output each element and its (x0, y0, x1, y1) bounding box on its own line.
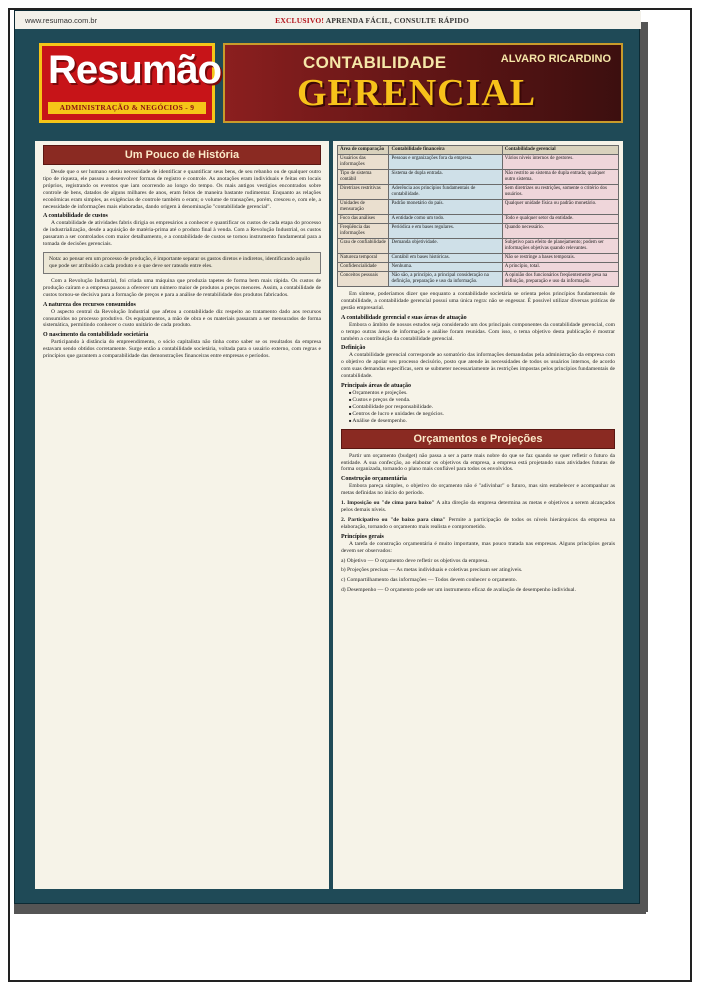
table-cell: A entidade como um todo. (389, 215, 502, 224)
site-url: www.resumao.com.br (25, 15, 98, 25)
table-cell: Periódica e em bases regulares. (389, 224, 502, 239)
top-strip (15, 11, 641, 29)
right-column (333, 141, 623, 889)
revolution-paragraph: Com a Revolução Industrial, foi criada uma máquina que produzia tapetes de forma bem mais rápida. Os custos de produção caíram e a empresa passou a oferecer um número maior de produtos a preços menores. Assim, a contabilidade de custos tornou-se decisiva para a formação de preços e para a análise de rentabilidade dos produtos fabricados. (43, 277, 321, 298)
table-cell: Nenhuma. (389, 263, 502, 272)
construction-item-2 (341, 517, 615, 531)
item-1-text: A alta direção da empresa determina as metas e objetivos a serem alcançados pelos demais níveis. (341, 500, 615, 514)
table-cell: Padrão monetário do país. (389, 200, 502, 215)
item-1-title: 1. Imposição ou "de cima para baixo" (341, 500, 435, 507)
principle-a: a) Objetivo — O orçamento deve refletir os objetivos da empresa. (341, 557, 489, 564)
subheading-construction: Construção orçamentária (341, 476, 407, 483)
construction-item-1 (341, 500, 615, 514)
table-cell: Confidencialidade (338, 263, 389, 272)
table-row (338, 224, 619, 239)
table-cell: Sistema de dupla entrada. (389, 170, 502, 185)
table-cell: Demanda objetividade. (389, 239, 502, 254)
budgets-text (333, 453, 623, 474)
table-row (338, 200, 619, 215)
table-cell: Aderência aos princípios fundamentais de contabilidade. (389, 185, 502, 200)
table-cell: Não restrito ao sistema de dupla entrada; qualquer outro sistema. (502, 170, 618, 185)
section-title-budgets: Orçamentos e Projeções (341, 429, 615, 449)
table-cell: Natureza temporal (338, 254, 389, 263)
definition-text (333, 352, 623, 380)
table-header-row (338, 146, 619, 155)
table-cell: Usuários das informações (338, 155, 389, 170)
table-cell: Qualquer unidade física ou padrão monetário. (502, 200, 618, 215)
principle-d: d) Desempenho — O orçamento pode ser um instrumento eficaz de avaliação de desempenho individual. (341, 587, 577, 594)
table-row (338, 263, 619, 272)
table-cell: Sem diretrizes ou restrições, somente o critério dos usuários. (502, 185, 618, 200)
table-cell: Unidades de mensuração (338, 200, 389, 215)
table-cell: Quando necessário. (502, 224, 618, 239)
principle-b: b) Projeções precisas — As metas individuais e coletivas precisam ser atingíveis. (341, 567, 523, 574)
item-2-title: 2. Participativo ou "de baixo para cima" (341, 516, 446, 523)
summary-paragraph: Em síntese, poderíamos dizer que enquanto a contabilidade societária se orienta pelos princípios fundamentais de contabilidade, a contabilidade gerencial possui uma única regra: não se engessar. É possível utilizar diversas práticas de gestão empresarial. (341, 291, 615, 311)
list-item: ■ Centros de lucro e unidades de negócios. (349, 411, 615, 418)
principle-c: c) Compartilhamento das informações — Todos devem conhecer o orçamento. (341, 577, 517, 584)
construction-text (333, 483, 623, 530)
table-row (338, 155, 619, 170)
item-2-text: Permite a participação de todos os níveis hierárquicos da empresa na elaboração, tornando o orçamento mais realista e comprometido. (341, 516, 615, 530)
costs-text (35, 220, 329, 248)
table-header: Área de comparação (338, 146, 389, 155)
table-cell: Todo e qualquer setor da entidade. (502, 215, 618, 224)
areas-text (333, 322, 623, 343)
title-big: GERENCIAL (297, 72, 537, 114)
table-cell: Conceitos pessoais (338, 272, 389, 287)
subheading-costs: A contabilidade de custos (43, 213, 108, 220)
table-cell: Grau de confiabilidade (338, 239, 389, 254)
subheading-resources: A natureza dos recursos consumidos (43, 301, 136, 308)
table-cell: Diretrizes restritivas (338, 185, 389, 200)
logo-word: Resumão (48, 48, 222, 92)
construction-paragraph: Embora pareça simples, o objetivo do orçamento não é "adivinhar" o futuro, mas sim estabelecer e acompanhar as metas definidas no início do período. (341, 483, 615, 497)
subheading-definition: Definição (341, 345, 366, 352)
table-row (338, 239, 619, 254)
table-row (338, 170, 619, 185)
table-cell: Foco das análises (338, 215, 389, 224)
table-cell: Tipo de sistema contábil (338, 170, 389, 185)
table-row (338, 185, 619, 200)
exclusive-tagline (275, 16, 469, 25)
table-cell: Freqüência das informações (338, 224, 389, 239)
table-header: Contabilidade financeira (389, 146, 502, 155)
table-cell: Contábil em bases históricas. (389, 254, 502, 263)
table-cell: A opinião dos funcionários freqüentemente pesa na definição, preparação e uso da informação. (502, 272, 618, 287)
logo-subtitle: ADMINISTRAÇÃO & NEGÓCIOS - 9 (48, 102, 206, 114)
resources-text (35, 309, 329, 330)
subheading-main-areas: Principais áreas de atuação (341, 383, 412, 390)
history-text (35, 169, 329, 210)
table-row (338, 254, 619, 263)
left-column (35, 141, 329, 889)
table-header: Contabilidade gerencial (502, 146, 618, 155)
table-row (338, 272, 619, 287)
note-box: Nota: ao pensar em um processo de produção, é importante separar os gastos diretos e indiretos, identificando aquilo que pode ser atribuído a cada produto e o que deve ser rateado entre eles. (43, 252, 321, 274)
resources-paragraph: O aspecto central da Revolução Industrial que afetou a contabilidade diz respeito ao tratamento dado aos recursos consumidos no processo produtivo. Os equipamentos, a mão de obra e os materiais passaram a ser mensurados de forma sistemática, permitindo conhecer o custo unitário de cada produto. (43, 308, 321, 329)
header (35, 43, 619, 139)
table-cell: Pessoas e organizações fora da empresa. (389, 155, 502, 170)
list-item: ■ Orçamentos e projeções. (349, 390, 615, 397)
tagline-text: APRENDA FÁCIL, CONSULTE RÁPIDO (325, 15, 469, 25)
areas-list (333, 390, 623, 425)
principles-paragraph: A tarefa de construção orçamentária é muito importante, mas pouco tratada nas empresas. Alguns princípios gerais devem ser observados: (341, 540, 615, 554)
list-item: ■ Análise de desempenho. (349, 418, 615, 425)
table-cell: Vários níveis internos de gestores. (502, 155, 618, 170)
revolution-text (35, 278, 329, 299)
societary-text (35, 339, 329, 360)
table-row (338, 215, 619, 224)
title-small: CONTABILIDADE (303, 53, 447, 72)
title-banner (223, 43, 623, 123)
list-item: ■ Custos e preços de venda. (349, 397, 615, 404)
table-cell: A princípio, total. (502, 263, 618, 272)
subheading-societary: O nascimento da contabilidade societária (43, 332, 149, 339)
exclusive-label: EXCLUSIVO! (275, 15, 325, 25)
table-cell: Subjetivo para efeito de planejamento; podem ser informações objetivas quando relevantes. (502, 239, 618, 254)
list-item: ■ Contabilidade por responsabilidade. (349, 404, 615, 411)
section-title-history: Um Pouco de História (43, 145, 321, 165)
subheading-areas: A contabilidade gerencial e suas áreas de atuação (341, 314, 467, 321)
comparison-table (337, 145, 619, 287)
table-cell: Não são, a princípio, a principal consideração na definição, preparação e uso da informação. (389, 272, 502, 287)
summary-text (333, 291, 623, 312)
definition-paragraph: A contabilidade gerencial corresponde ao somatório das informações demandadas pela administração da empresa com o objetivo de apoiar seu processo decisório, posto que atende às necessidades de todos os usuários internos, de acordo com suas demandas específicas, sem se submeter necessariamente às restrições impostas pelos princípios fundamentais de contabilidade. (341, 352, 615, 380)
resumao-logo (39, 43, 222, 123)
table-cell: Não se restringe a bases temporais. (502, 254, 618, 263)
costs-paragraph: A contabilidade de atividades fabris dirigia os empresários a conhecer e quantificar os custos de cada etapa do processo de industrialização, desde a aquisição de matéria-prima até o produto final à venda. Com a Revolução Industrial, os custos passaram a ser controlados com maior detalhamento, e a contabilidade de custos se tornou instrumento fundamental para a tomada de decisões gerenciais. (43, 220, 321, 248)
subheading-principles: Princípios gerais (341, 533, 384, 540)
product-sheet (14, 10, 640, 904)
history-intro: Desde que o ser humano sentiu necessidade de identificar e quantificar seus bens, de seu rebanho ou de qualquer outro tipo de riqueza, ele passou a desenvolver formas de registro e controle. As anotações eram individuais e feitas em locais próprios, registrando os eventos que iam ocorrendo ao longo do tempo. Os mais antigos vestígios encontrados sobre controle de bens, datados de alguns milhares de anos, eram feitos de maneira bastante rudimentar. Enquanto as relações econômicas eram simples, as exigências de controle também o eram; o volume de transações, porém, cresceu e, com ele, a necessidade de informações mais elaboradas, dando origem à denominação "contabilidade gerencial". (43, 169, 321, 210)
societary-paragraph: Participando à distância do empreendimento, o sócio capitalista não tinha como saber se os resultados da empresa estavam sendo obtidos corretamente. Surge então a contabilidade societária, voltada para o usuário externo, com regras e princípios que garantem a comparabilidade das demonstrações financeiras entre empresas e períodos. (43, 339, 321, 360)
sheet-shadow-bottom (14, 904, 646, 914)
areas-paragraph: Embora o âmbito de nossos estudos seja considerado um dos principais componentes da contabilidade gerencial, com o tempo outras áreas de informação e análise foram reunidas. Com isso, o tema objetivo desta publicação é mostrar também a contribuição da contabilidade gerencial. (341, 321, 615, 342)
budgets-paragraph: Partir um orçamento (budget) não passa a ser a parte mais nobre do que se faz quando se quer refletir o futuro da entidade. A sua confecção, ao elaborar os objetivos da empresa, a empresa está projetando suas atividades futuras de forma organizada, tornando o plano mais confiável para todos os envolvidos. (341, 452, 615, 473)
principles-text (333, 541, 623, 594)
author-name: ALVARO RICARDINO (500, 53, 611, 65)
